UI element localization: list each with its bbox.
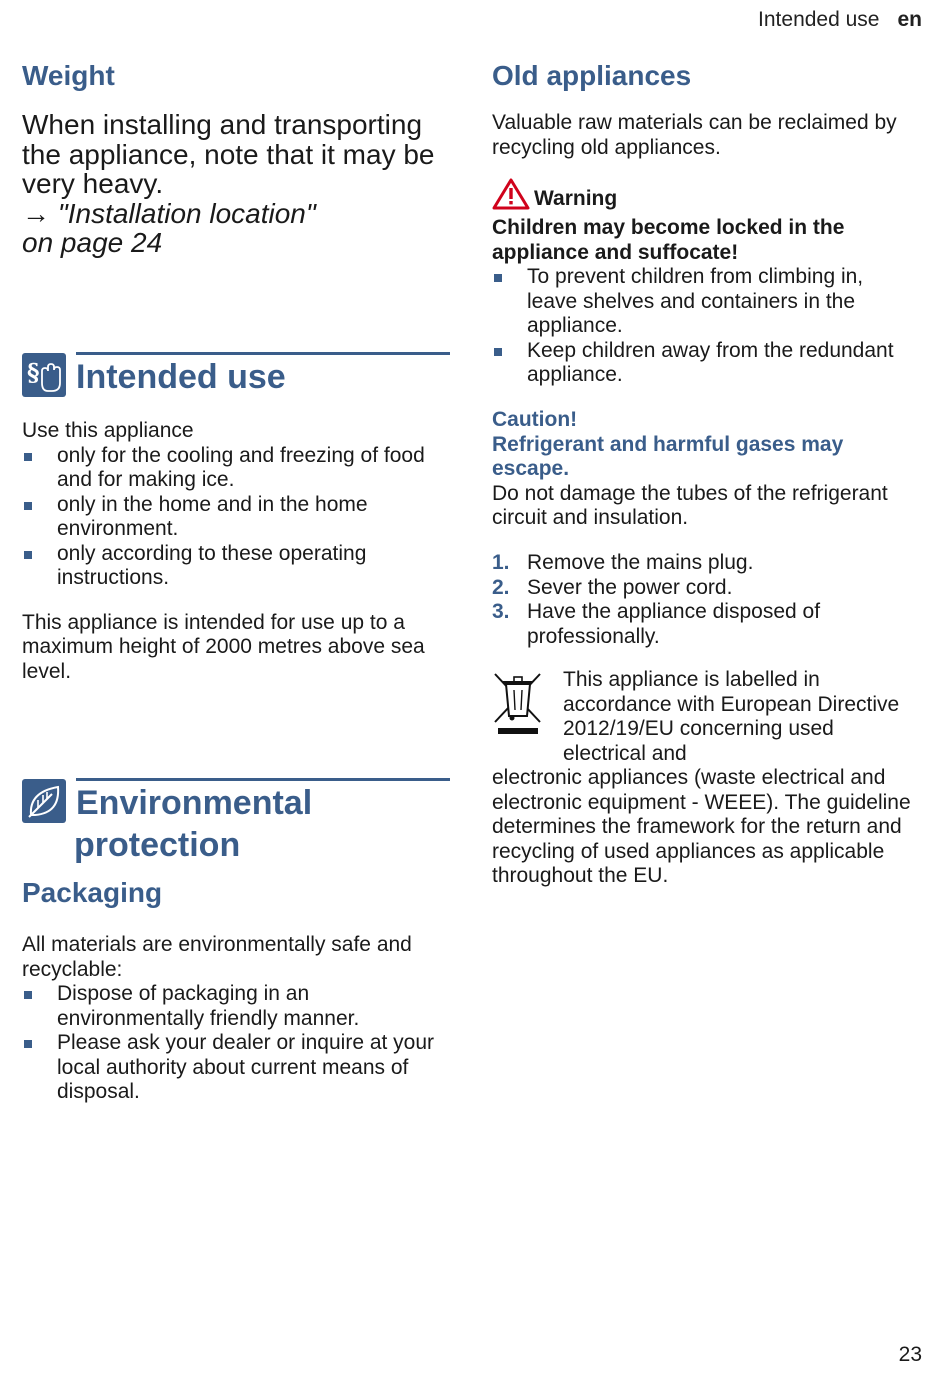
section-rule	[76, 778, 450, 781]
old-appliances-title: Old appliances	[492, 60, 692, 91]
section-rule	[76, 352, 450, 355]
caution-heading: Refrigerant and harmful gases may escape.	[492, 432, 844, 480]
list-item: only in the home and in the home environment.	[22, 493, 442, 542]
environmental-title-line2: protection	[74, 826, 241, 864]
caution-label: Caution!	[492, 408, 578, 431]
list-item: Please ask your dealer or inquire at your local authority about current means of disposal.	[22, 1031, 442, 1105]
list-item	[492, 576, 912, 601]
header-section: Intended use	[758, 8, 880, 31]
packaging-title: Packaging	[22, 877, 163, 908]
leaf-icon	[22, 779, 66, 823]
warning-heading: Children may become locked in the appliance and suffocate!	[492, 216, 845, 264]
caution-block	[492, 408, 917, 531]
weight-text: When installing and transporting the appliance, note that it may be very heavy.	[22, 109, 435, 199]
environmental-title-line1: Environmental	[76, 784, 313, 822]
packaging-intro: All materials are environmentally safe and recyclable:	[22, 933, 412, 981]
list-item: Keep children away from the redundant appliance.	[492, 339, 917, 388]
old-appliances-intro: Valuable raw materials can be reclaimed by recycling old appliances.	[492, 111, 897, 159]
warning-label: Warning	[534, 187, 618, 210]
weight-title: Weight	[22, 60, 115, 91]
warning-list	[492, 265, 917, 388]
step-text: Have the appliance disposed of professionally.	[527, 600, 821, 648]
packaging-body	[22, 933, 442, 1105]
step-number: 3.	[492, 600, 510, 623]
reference-link[interactable]: "Installation location"	[57, 197, 316, 229]
packaging-list	[22, 982, 442, 1105]
page-number: 23	[898, 1343, 922, 1366]
warning-body	[492, 216, 917, 388]
arrow-icon: →	[22, 197, 50, 229]
list-item	[492, 600, 912, 649]
caution-text: Do not damage the tubes of the refrigerant circuit and insulation.	[492, 481, 888, 529]
intended-use-intro: Use this appliance	[22, 419, 194, 442]
list-item: only for the cooling and freezing of food and for making ice.	[22, 444, 442, 493]
list-item: To prevent children from climbing in, leave shelves and containers in the appliance.	[492, 265, 917, 339]
page-header	[758, 8, 922, 32]
weight-block	[22, 110, 462, 258]
step-text: Remove the mains plug.	[527, 551, 754, 574]
svg-text:§: §	[27, 358, 40, 387]
disposal-steps	[492, 551, 912, 649]
step-number: 1.	[492, 551, 510, 574]
list-item: Dispose of packaging in an environmentally friendly manner.	[22, 982, 442, 1031]
weight-reference	[22, 199, 462, 229]
intended-use-title: Intended use	[76, 358, 286, 396]
weee-text-rest: electronic appliances (waste electrical and electronic equipment - WEEE). The guideline determines the framework for the return and recycling of used appliances as applicable throughout the EU.	[492, 766, 911, 887]
step-number: 2.	[492, 575, 510, 599]
intended-use-list	[22, 444, 442, 591]
paragraph-hand-icon	[22, 353, 66, 397]
warning-triangle-icon	[492, 178, 530, 210]
reference-page: on page 24	[22, 227, 163, 258]
altitude-note: This appliance is intended for use up to a maximum height of 2000 metres above sea level.	[22, 610, 425, 683]
step-text: Sever the power cord.	[527, 575, 733, 599]
list-item	[492, 551, 912, 576]
intended-use-body	[22, 419, 442, 684]
steps-list	[492, 551, 912, 649]
crossed-bin-icon	[492, 670, 544, 740]
list-item: only according to these operating instructions.	[22, 542, 442, 591]
header-lang: en	[897, 8, 922, 31]
weee-text-first: This appliance is labelled in accordance with European Directive 2012/19/EU concerning used electrical and	[563, 668, 900, 765]
